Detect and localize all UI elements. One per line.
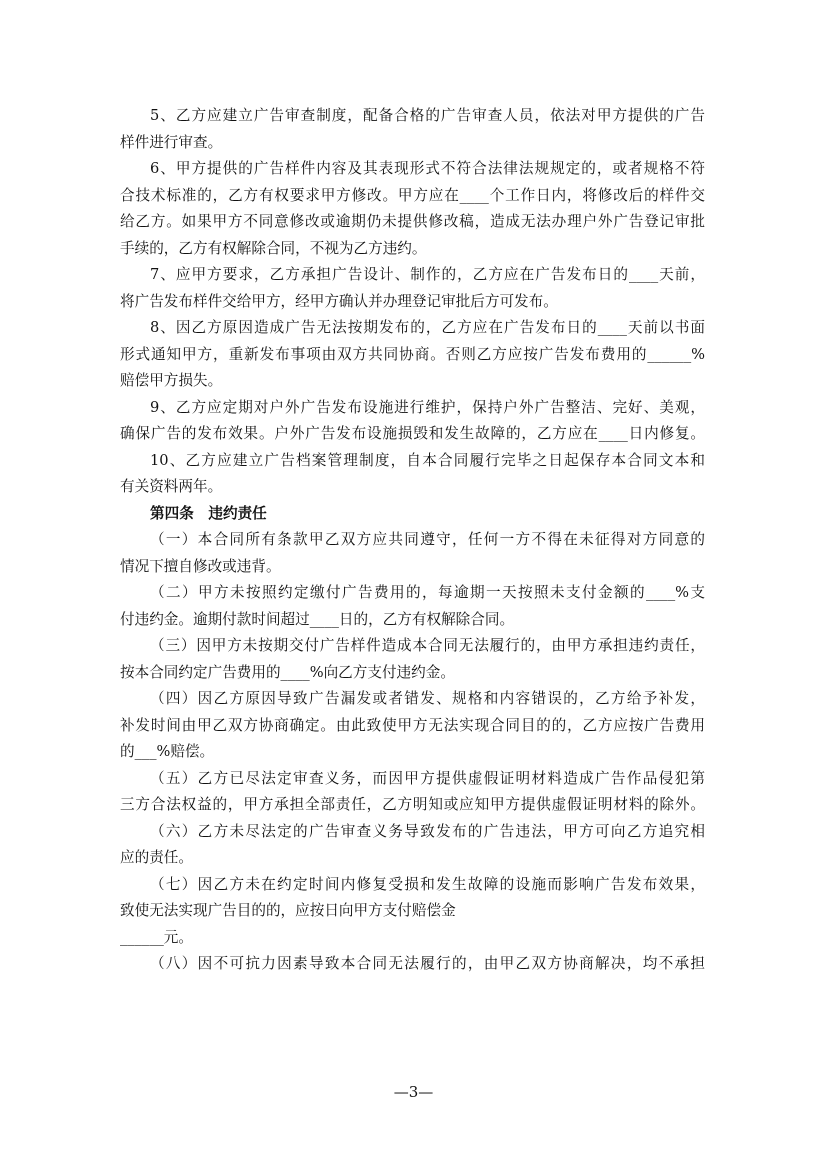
text-line: （一）本合同所有条款甲乙双方应共同遵守，任何一方不得在未征得对方同意的 [150, 531, 705, 548]
text-line: 10、乙方应建立广告档案管理制度，自本合同履行完毕之日起保存本合同文本和 [150, 451, 705, 469]
text-line: 赔偿甲方损失。 [120, 372, 223, 389]
text-line: 合技术标准的，乙方有权要求甲方修改。甲方应在____个工作日内，将修改后的样件交 [120, 186, 705, 204]
text-line: 8、因乙方原因造成广告无法按期发布的，乙方应在广告发布日的____天前以书面 [150, 319, 705, 336]
text-line: （七）因乙方未在约定时间内修复受损和发生故障的设施而影响广告发布效果， [150, 875, 705, 893]
text-line: 6、甲方提供的广告样件内容及其表现形式不符合法律法规规定的，或者规格不符 [150, 160, 705, 177]
text-line: 付违约金。逾期付款时间超过____日的，乙方有权解除合同。 [120, 610, 515, 628]
text-line: 应的责任。 [120, 849, 193, 866]
text-line: 形式通知甲方，重新发布事项由双方共同协商。否则乙方应按广告发布费用的______% [120, 345, 705, 363]
text-line: （三）因甲方未按期交付广告样件造成本合同无法履行的，由甲方承担违约责任， [150, 637, 705, 654]
text-line: （五）乙方已尽法定审查义务，而因甲方提供虚假证明材料造成广告作品侵犯第 [150, 769, 705, 787]
text-line: 9、乙方应定期对户外广告发布设施进行维护，保持户外广告整洁、完好、美观， [150, 398, 705, 416]
text-line: 确保广告的发布效果。户外广告发布设施损毁和发生故障的，乙方应在____日内修复。 [120, 425, 705, 442]
text-line: （二）甲方未按照约定缴付广告费用的，每逾期一天按照未支付金额的____%支 [150, 584, 705, 601]
text-line: （八）因不可抗力因素导致本合同无法履行的，由甲乙双方协商解决，均不承担 [150, 955, 705, 972]
text-line: 三方合法权益的，甲方承担全部责任，乙方明知或应知甲方提供虚假证明材料的除外。 [120, 796, 705, 813]
text-line: 给乙方。如果甲方不同意修改或逾期仍未提供修改稿，造成无法办理户外广告登记审批 [120, 213, 705, 230]
text-line: 5、乙方应建立广告审查制度，配备合格的广告审查人员，依法对甲方提供的广告 [150, 107, 705, 124]
text-line: 样件进行审查。 [120, 133, 223, 151]
text-line: （六）乙方未尽法定的广告审查义务导致发布的广告违法，甲方可向乙方追究相 [150, 822, 705, 840]
document-body [120, 103, 705, 978]
page-number: —3— [393, 1083, 434, 1101]
text-line: 将广告发布样件交给甲方，经甲方确认并办理登记审批后方可发布。 [120, 292, 558, 310]
text-line: 的___%赔偿。 [120, 743, 215, 760]
text-line: 情况下擅自修改或违背。 [120, 557, 281, 575]
text-line: 有关资料两年。 [120, 478, 223, 495]
text-line: ______元。 [120, 928, 193, 946]
text-line: （四）因乙方原因导致广告漏发或者错发、规格和内容错误的，乙方给予补发， [150, 690, 705, 707]
text-line: 补发时间由甲乙双方协商确定。由此致使甲方无法实现合同目的的，乙方应按广告费用 [120, 716, 705, 734]
text-line: 7、应甲方要求，乙方承担广告设计、制作的，乙方应在广告发布日的____天前， [150, 266, 705, 283]
text-line: 按本合同约定广告费用的____%向乙方支付违约金。 [120, 663, 455, 681]
section-heading: 第四条 违约责任 [150, 504, 267, 522]
text-line: 致使无法实现广告目的的，应按日向甲方支付赔偿金 [120, 902, 456, 919]
text-line: 手续的，乙方有权解除合同，不视为乙方违约。 [120, 239, 427, 257]
